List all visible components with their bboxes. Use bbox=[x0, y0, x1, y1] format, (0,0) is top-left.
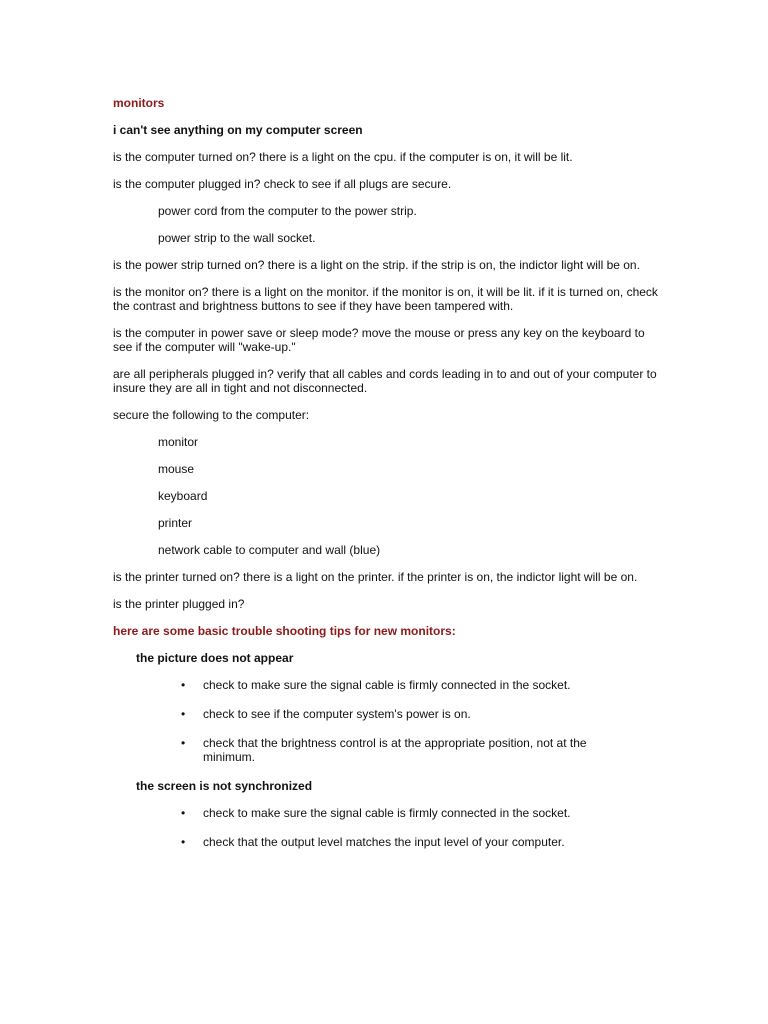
list-item bbox=[181, 835, 623, 849]
check-computer-on: is the computer turned on? there is a light on the cpu. if the computer is on, it will be lit. bbox=[113, 150, 573, 164]
secure-item: monitor bbox=[158, 435, 199, 449]
tips-heading: here are some basic trouble shooting tips for new monitors: bbox=[113, 624, 456, 638]
check-printer-on: is the printer turned on? there is a light on the printer. if the printer is on, the indictor light will be on. bbox=[113, 570, 638, 584]
list-item bbox=[181, 678, 623, 692]
secure-item: keyboard bbox=[158, 489, 208, 503]
secure-intro: secure the following to the computer: bbox=[113, 408, 310, 422]
list-item-text: check to make sure the signal cable is firmly connected in the socket. bbox=[203, 806, 571, 820]
secure-item: mouse bbox=[158, 462, 195, 476]
list-item bbox=[181, 707, 623, 721]
tip-list bbox=[181, 678, 768, 764]
bullet-icon: • bbox=[181, 736, 186, 750]
check-sleep-mode: is the computer in power save or sleep mode? move the mouse or press any key on the keyboard to see if the computer will "wake-up." bbox=[113, 326, 645, 354]
bullet-icon: • bbox=[181, 806, 186, 820]
list-item-text: check to make sure the signal cable is firmly connected in the socket. bbox=[203, 678, 571, 692]
list-item-text: check to see if the computer system's power is on. bbox=[203, 707, 471, 721]
tip-title: the picture does not appear bbox=[136, 651, 294, 665]
list-item bbox=[181, 736, 623, 764]
check-peripherals: are all peripherals plugged in? verify that all cables and cords leading in to and out of your computer to insure they are all in tight and not disconnected. bbox=[113, 367, 657, 395]
list-item bbox=[181, 806, 623, 820]
bullet-icon: • bbox=[181, 835, 186, 849]
main-question: i can't see anything on my computer screen bbox=[113, 123, 363, 137]
check-power-strip: is the power strip turned on? there is a light on the strip. if the strip is on, the indictor light will be on. bbox=[113, 258, 640, 272]
bullet-icon: • bbox=[181, 678, 186, 692]
tip-title: the screen is not synchronized bbox=[136, 779, 313, 793]
tip-list bbox=[181, 806, 768, 849]
section-title: monitors bbox=[113, 96, 165, 110]
plug-item: power strip to the wall socket. bbox=[158, 231, 316, 245]
list-item-text: check that the brightness control is at the appropriate position, not at the minimum. bbox=[203, 736, 587, 764]
plug-item: power cord from the computer to the power strip. bbox=[158, 204, 417, 218]
secure-item: printer bbox=[158, 516, 193, 530]
check-monitor-on: is the monitor on? there is a light on the monitor. if the monitor is on, it will be lit. if it is turned on, check the contrast and brightness buttons to see if they have been tampered with. bbox=[113, 285, 658, 313]
secure-item: network cable to computer and wall (blue) bbox=[158, 543, 381, 557]
bullet-icon: • bbox=[181, 707, 186, 721]
list-item-text: check that the output level matches the input level of your computer. bbox=[203, 835, 565, 849]
check-printer-plugged: is the printer plugged in? bbox=[113, 597, 245, 611]
check-computer-plugged: is the computer plugged in? check to see if all plugs are secure. bbox=[113, 177, 452, 191]
